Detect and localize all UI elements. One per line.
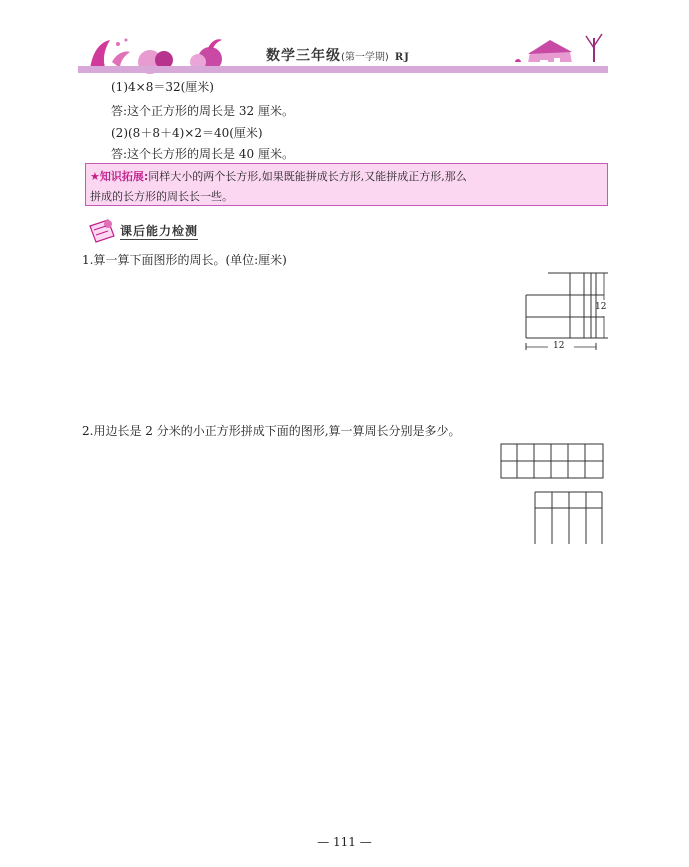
knowledge-extension-box — [85, 163, 608, 206]
header-title — [266, 45, 410, 65]
header-band — [78, 66, 608, 73]
figure-2b-grid — [532, 490, 606, 546]
section-heading — [86, 216, 226, 244]
question-1: 1.算一算下面图形的周长。(单位:厘米) — [82, 253, 287, 267]
figure-1-bottom-label: 12 — [553, 341, 565, 351]
answer-line-4: 答:这个长方形的周长是 40 厘米。 — [111, 147, 294, 161]
knowledge-tag: ★知识拓展: — [90, 170, 149, 183]
header-title-text: 数学三年级 — [266, 48, 341, 64]
header-subtitle: (第一学期) — [341, 52, 389, 63]
pencil-flower-icon — [86, 216, 118, 244]
header-code: RJ — [394, 52, 410, 63]
page-number: — 111 — — [317, 835, 372, 849]
figure-2a-grid — [500, 443, 606, 483]
knowledge-line-1 — [90, 167, 603, 187]
knowledge-text-1: 同样大小的两个长方形,如果既能拼成长方形,又能拼成正方形,那么 — [148, 170, 467, 183]
answer-line-1: (1)4×8＝32(厘米) — [111, 80, 214, 94]
section-title: 课后能力检测 — [120, 224, 199, 238]
page-header — [78, 32, 608, 76]
header-decoration-right — [508, 18, 608, 62]
answer-line-2: 答:这个正方形的周长是 32 厘米。 — [111, 104, 294, 118]
answer-line-3: (2)(8＋8＋4)×2＝40(厘米) — [111, 126, 263, 140]
knowledge-text-2: 拼成的长方形的周长长一些。 — [90, 190, 233, 203]
question-2: 2.用边长是 2 分米的小正方形拼成下面的图形,算一算周长分别是多少。 — [82, 424, 461, 438]
figure-1-side-label: 12 — [595, 302, 607, 312]
